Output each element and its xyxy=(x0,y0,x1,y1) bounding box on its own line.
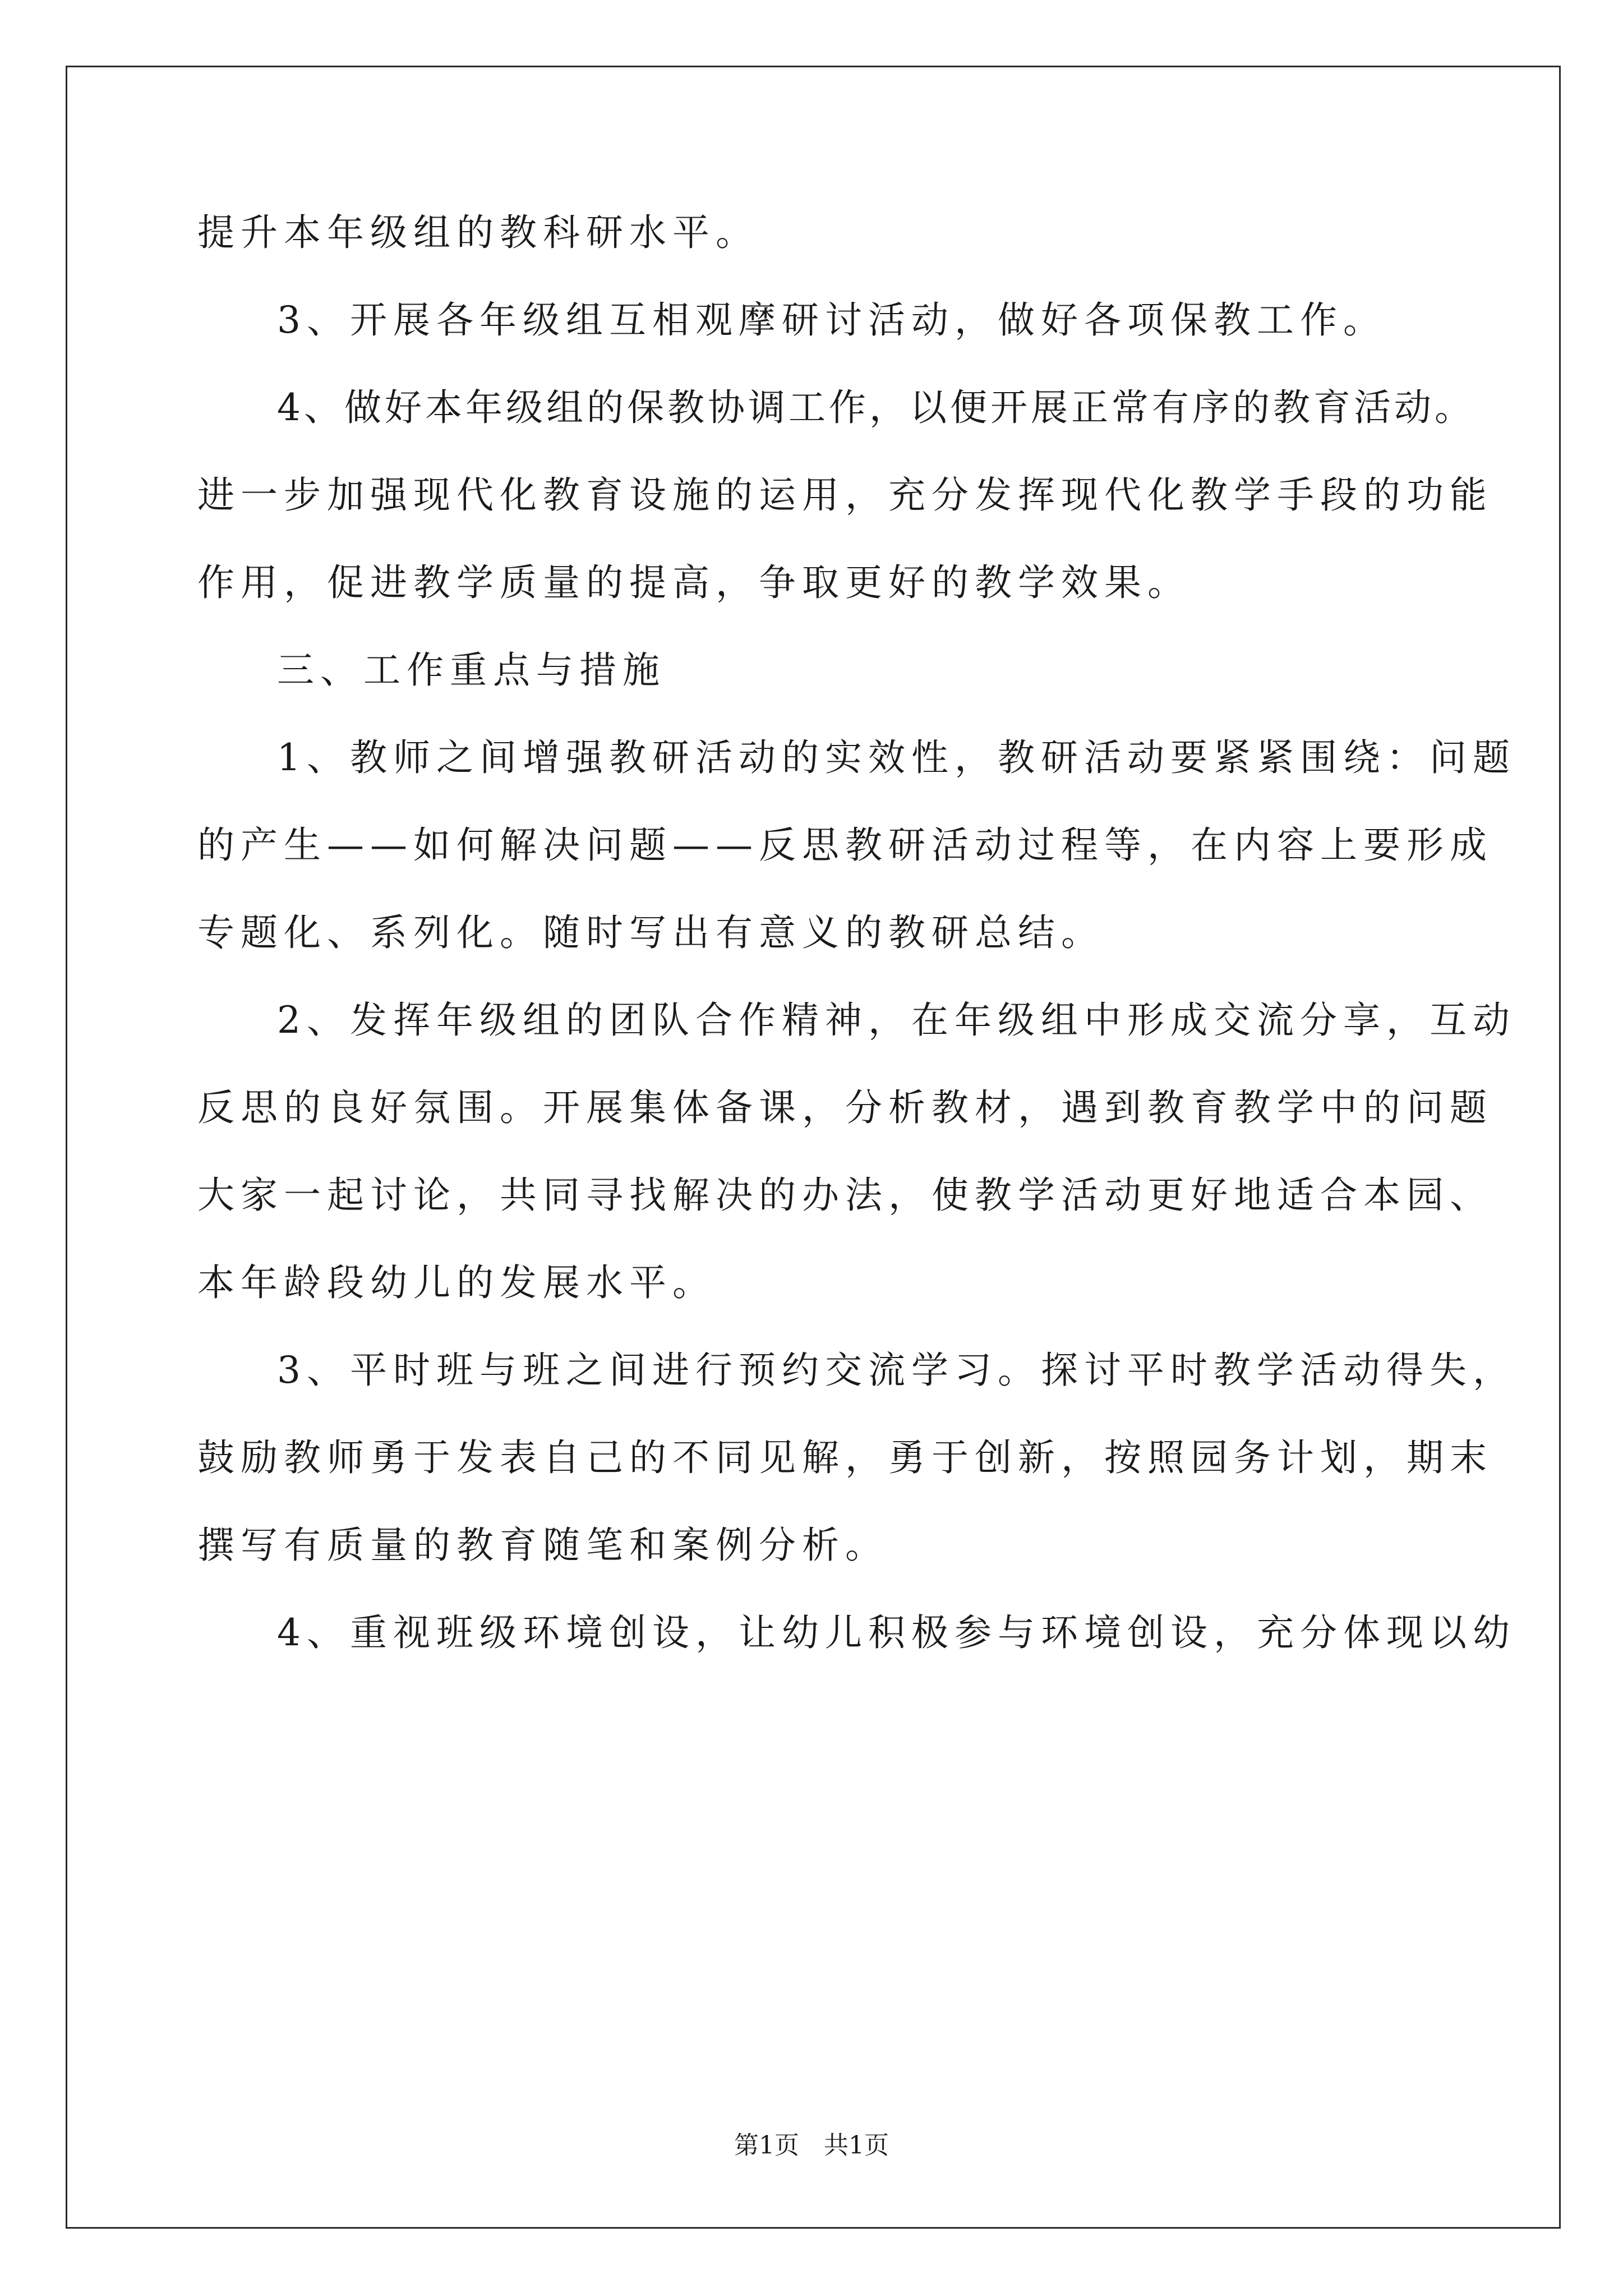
text-line: 作用，促进教学质量的提高，争取更好的教学效果。 xyxy=(197,561,1191,604)
text-line: 本年龄段幼儿的发展水平。 xyxy=(197,1261,716,1304)
text-line: 撰写有质量的教育随笔和案例分析。 xyxy=(197,1524,888,1567)
text-line: 提升本年级组的教科研水平。 xyxy=(197,211,759,254)
text-line: 鼓励教师勇于发表自己的不同见解，勇于创新，按照园务计划，期末 xyxy=(197,1436,1493,1479)
text-line: 3、平时班与班之间进行预约交流学习。探讨平时教学活动得失， xyxy=(277,1349,1516,1392)
text-line: 专题化、系列化。随时写出有意义的教研总结。 xyxy=(197,911,1104,954)
section-heading: 三、工作重点与措施 xyxy=(277,648,666,692)
text-line: 进一步加强现代化教育设施的运用，充分发挥现代化教学手段的功能 xyxy=(197,473,1493,517)
text-line: 4、做好本年级组的保教协调工作，以便开展正常有序的教育活动。 xyxy=(277,386,1475,429)
text-line: 4、重视班级环境创设，让幼儿积极参与环境创设，充分体现以幼 xyxy=(277,1611,1516,1654)
text-line: 2、发挥年级组的团队合作精神，在年级组中形成交流分享，互动 xyxy=(277,999,1516,1042)
text-line: 1、教师之间增强教研活动的实效性，教研活动要紧紧围绕：问题 xyxy=(277,736,1516,779)
text-line: 大家一起讨论，共同寻找解决的办法，使教学活动更好地适合本园、 xyxy=(197,1174,1493,1217)
page-footer: 第1页 共1页 xyxy=(734,2131,889,2160)
text-line: 的产生——如何解决问题——反思教研活动过程等，在内容上要形成 xyxy=(197,823,1493,867)
text-line: 3、开展各年级组互相观摩研讨活动，做好各项保教工作。 xyxy=(277,298,1386,342)
text-line: 反思的良好氛围。开展集体备课，分析教材，遇到教育教学中的问题 xyxy=(197,1086,1493,1129)
